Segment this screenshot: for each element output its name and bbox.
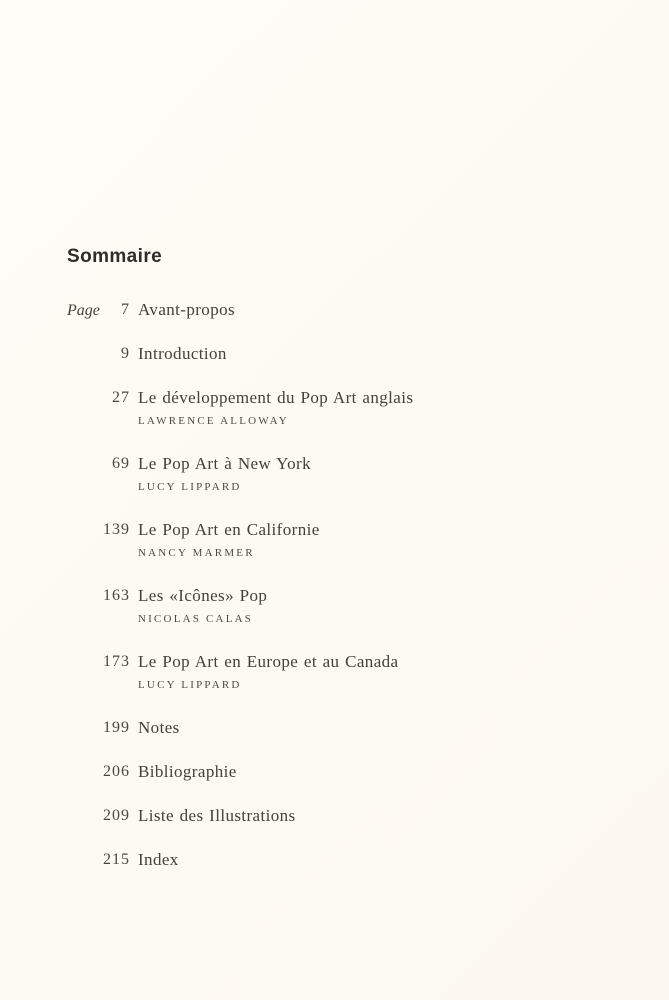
toc-entry	[67, 851, 627, 869]
toc-page-number: 69	[112, 455, 130, 472]
toc-entry-title: Le Pop Art à New York	[138, 454, 312, 473]
toc-entry-body	[138, 807, 296, 825]
toc-entry-title: Liste des Illustrations	[138, 806, 296, 825]
toc-entry-title: Le Pop Art en Europe et au Canada	[138, 652, 399, 671]
toc-page-number: 7	[121, 301, 130, 318]
page-title: Sommaire	[67, 246, 163, 267]
toc-entry	[67, 301, 627, 319]
toc-page-number: 139	[103, 521, 130, 538]
toc-page-number: 27	[112, 389, 130, 406]
toc-entry-title: Les «Icônes» Pop	[138, 586, 268, 605]
toc-entry-author: LAWRENCE ALLOWAY	[138, 415, 289, 427]
toc-page-number: 9	[121, 345, 130, 362]
toc-entry-author: LUCY LIPPARD	[138, 481, 242, 493]
toc-page-number: 206	[103, 763, 130, 780]
toc-entry-body	[138, 763, 237, 781]
toc-page-number: 163	[103, 587, 130, 604]
table-of-contents	[67, 301, 627, 895]
toc-entry	[67, 763, 627, 781]
toc-entry-body	[138, 345, 227, 363]
toc-entry-title: Le développement du Pop Art anglais	[138, 388, 414, 407]
toc-entry-title: Bibliographie	[138, 762, 237, 781]
toc-entry-title: Index	[138, 850, 179, 869]
toc-entry-body	[138, 521, 320, 561]
toc-entry-title: Notes	[138, 718, 180, 737]
toc-entry	[67, 455, 627, 495]
toc-entry-title: Introduction	[138, 344, 227, 363]
toc-entry	[67, 587, 627, 627]
toc-entries	[67, 301, 627, 869]
toc-entry-body	[138, 389, 413, 429]
page-column-label: Page	[67, 302, 100, 319]
toc-entry-title: Le Pop Art en Californie	[138, 520, 320, 539]
toc-entry-body	[138, 301, 235, 319]
toc-page-number: 199	[103, 719, 130, 736]
toc-entry	[67, 807, 627, 825]
toc-entry-body	[138, 719, 180, 737]
toc-entry-author: NANCY MARMER	[138, 547, 255, 559]
toc-entry-title: Avant-propos	[138, 300, 236, 319]
toc-entry-author: NICOLAS CALAS	[138, 613, 254, 625]
toc-entry	[67, 389, 627, 429]
toc-entry-body	[138, 587, 267, 627]
toc-page-number: 215	[103, 851, 130, 868]
toc-page-number: 173	[103, 653, 130, 670]
toc-entry	[67, 521, 627, 561]
toc-entry-author: LUCY LIPPARD	[138, 679, 242, 691]
toc-entry	[67, 345, 627, 363]
toc-entry-body	[138, 455, 311, 495]
toc-entry	[67, 653, 627, 693]
toc-entry-body	[138, 851, 179, 869]
toc-page-number: 209	[103, 807, 130, 824]
toc-entry-body	[138, 653, 398, 693]
toc-entry	[67, 719, 627, 737]
